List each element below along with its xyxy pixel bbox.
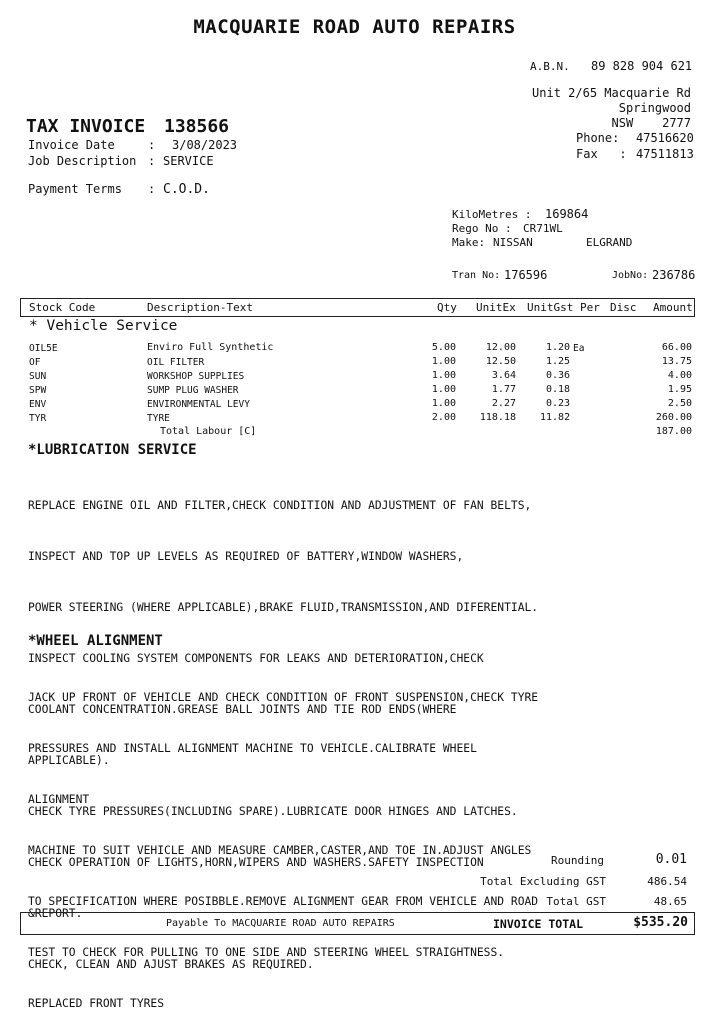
company-name: MACQUARIE ROAD AUTO REPAIRS [193,16,516,38]
address-line-3: NSW 2777 [611,116,691,130]
fax-label: Fax : [576,147,627,161]
total-gst-label: Total GST [546,895,606,908]
kilometres-label: KiloMetres : [452,208,532,221]
rego-label: Rego No : [452,222,512,235]
col-disc: Disc [610,301,637,314]
col-amount: Amount [653,301,693,314]
col-unitgst: UnitGst [527,301,574,314]
make-value: NISSAN [493,236,533,249]
invoice-date-label: Invoice Date [28,138,115,152]
invoice-title: TAX INVOICE [26,116,146,137]
col-per: Per [580,301,600,314]
col-stock-code: Stock Code [29,301,96,314]
fax-value: 47511813 [636,147,694,161]
col-unitex: UnitEx [476,301,516,314]
col-description: Description-Text [147,301,253,314]
col-qty: Qty [437,301,457,314]
phone-value: 47516620 [636,131,694,145]
job-no-label: JobNo: [612,270,649,281]
total-excl-gst-value: 486.54 [647,875,687,888]
invoice-total-label: INVOICE TOTAL [493,917,584,931]
address-line-1: Unit 2/65 Macquarie Rd [532,86,691,100]
rego-value: CR71WL [523,222,563,235]
total-gst-value: 48.65 [653,895,687,908]
total-labour-amount: 187.00 [655,426,692,437]
phone-label: Phone: [576,131,620,145]
payment-terms-label: Payment Terms [28,182,122,196]
rounding-value: 0.01 [655,852,687,867]
lubrication-heading: *LUBRICATION SERVICE [28,442,197,458]
payable-to: Payable To MACQUARIE ROAD AUTO REPAIRS [166,918,395,929]
abn-label: A.B.N. [530,60,570,73]
abn-value: 89 828 904 621 [591,59,693,73]
job-no-value: 236786 [652,268,696,282]
invoice-total-value: $535.20 [633,915,688,930]
wheel-alignment-heading: *WHEEL ALIGNMENT [28,633,163,649]
address-line-2: Springwood [618,101,691,115]
total-excl-gst-label: Total Excluding GST [480,875,606,888]
invoice-number: 138566 [164,116,230,137]
payment-terms: C.O.D. [163,182,210,197]
wheel-alignment-text: JACK UP FRONT OF VEHICLE AND CHECK CONDITION OF FRONT SUSPENSION,CHECK TYRE PRESSURES AND INSTALL ALIGNMENT MACHINE TO VEHICLE.CALIBRATE WHEEL ALIGNMENT MACHINE TO SUIT VEHICLE AND MEASURE CAMBER,CASTER,AND TOE IN.ADJUST ANGLES TO SPECIFICATION WHERE POSIBBLE.REMOVE ALIGNMENT GEAR FROM VEHICLE AND ROAD TEST TO CHECK FOR PULLING TO ONE SIDE AND STEERING WHEEL STRAIGHTNESS. REPLACED FRONT TYRES [28,691,539,1010]
invoice-date: 3/08/2023 [172,138,238,152]
job-description: SERVICE [163,154,214,168]
tran-value: 176596 [504,268,548,282]
section-vehicle-service: * Vehicle Service [29,318,178,334]
make-label: Make: [452,236,486,249]
total-labour-label: Total Labour [C] [160,426,257,437]
lubrication-text: REPLACE ENGINE OIL AND FILTER,CHECK CONDITION AND ADJUSTMENT OF FAN BELTS, INSPECT AND TOP UP LEVELS AS REQUIRED OF BATTERY,WINDOW WASHERS, POWER STEERING (WHERE APPLICABLE),BRAKE FLUID,TRANSMISSION,AND DIFERENTIAL. INSPECT COOLING SYSTEM COMPONENTS FOR LEAKS AND DETERIORATION,CHECK COOLANT CONCENTRATION.GREASE BALL JOINTS AND TIE ROD ENDS(WHERE APPLICABLE). CHECK TYRE PRESSURES(INCLUDING SPARE).LUBRICATE DOOR HINGES AND LATCHES. CHECK OPERATION OF LIGHTS,HORN,WIPERS AND WASHERS.SAFETY INSPECTION &REPORT. CHECK, CLEAN AND AJUST BRAKES AS REQUIRED. [28,499,539,971]
model-value: ELGRAND [586,236,633,249]
job-description-label: Job Description [28,154,137,168]
rounding-label: Rounding [551,854,604,867]
tran-label: Tran No: [452,270,501,281]
kilometres-value: 169864 [545,207,589,221]
